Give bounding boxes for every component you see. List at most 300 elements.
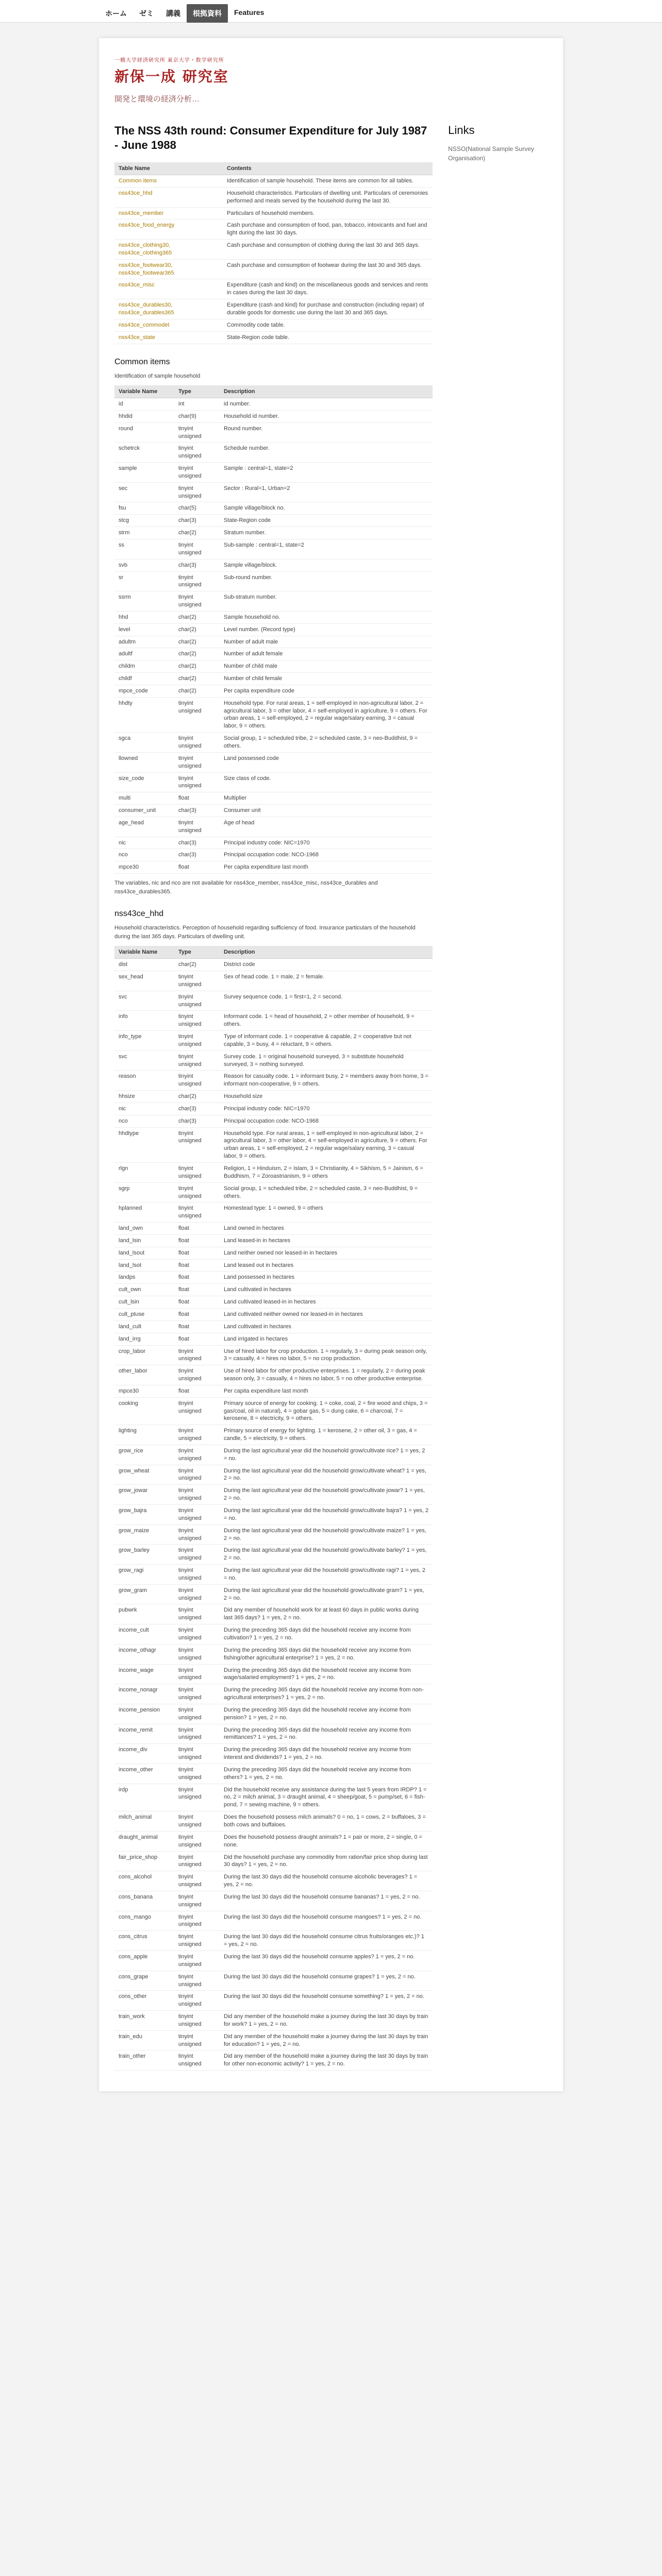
variable-type-cell: tinyint unsigned [174,463,220,483]
variable-name-cell: size_code [114,772,174,792]
variable-row [114,2050,433,2071]
variable-description-cell: Sample village/block. [220,559,433,571]
variable-row [114,1951,433,1971]
variable-description-cell: During the last 30 days did the household consume mangoes? 1 = yes, 2 = no. [220,1911,433,1931]
variable-type-cell: tinyint unsigned [174,1784,220,1811]
variable-row [114,1091,433,1103]
variable-type-cell: tinyint unsigned [174,1704,220,1724]
variable-type-cell: tinyint unsigned [174,1744,220,1764]
variable-description-cell: District code [220,959,433,971]
logo-institution: 一橋大学経済研究所 東京大学・数学研究所 [114,58,224,63]
variable-row [114,1604,433,1624]
variable-name-cell: fsu [114,502,174,515]
column-header: Description [220,946,433,959]
variable-type-cell: char(2) [174,1091,220,1103]
variable-row [114,648,433,660]
table-link[interactable]: nss43ce_state [119,334,155,341]
variable-type-cell: tinyint unsigned [174,2050,220,2071]
variable-description-cell: id number. [220,398,433,411]
nav-item[interactable]: ゼミ [139,9,154,18]
variable-description-cell: During the preceding 365 days did the household receive any income from remittances? 1 = yes, 2 = no. [220,1724,433,1744]
variable-name-cell: sex_head [114,971,174,991]
variable-name-cell: hhd [114,611,174,623]
table-contents-cell: Particulars of household members. [223,207,433,219]
variable-type-cell: tinyint unsigned [174,733,220,753]
variable-description-cell: Primary source of energy for cooking. 1 = coke, coal, 2 = fire wood and chips, 3 = gas/coal, oil in natural), 4 = gobar gas, 5 = dung cake, 6 = charcoal, 7 = kerosene, 8 = electricity, 9 = others. [220,1397,433,1425]
variable-description-cell: During the last 30 days did the household consume something? 1 = yes, 2 = no. [220,1991,433,2011]
variable-row [114,1296,433,1309]
variable-type-cell: float [174,1284,220,1296]
variable-type-cell: tinyint unsigned [174,752,220,772]
variable-type-cell: tinyint unsigned [174,697,220,732]
variable-row [114,1664,433,1684]
page-container [99,38,563,2091]
variable-row [114,697,433,732]
variable-row [114,539,433,559]
variable-description-cell: During the preceding 365 days did the household receive any income from non-agricultural enterprises? 1 = yes, 2 = no. [220,1684,433,1704]
variable-name-cell: info_type [114,1031,174,1051]
variable-name-cell: grow_rice [114,1445,174,1465]
variable-description-cell: Principal industry code: NIC=1970 [220,837,433,849]
table-link[interactable]: nss43ce_misc [119,282,155,289]
variable-description-cell: Principal industry code: NIC=1970 [220,1103,433,1115]
variable-description-cell: Number of adult male [220,636,433,648]
variable-name-cell: childf [114,673,174,685]
variable-type-cell: tinyint unsigned [174,1485,220,1505]
variable-description-cell: Schedule number. [220,443,433,463]
section-description: Household characteristics. Perception of household regarding sufficiency of food. Insurance particulars of the household during the last 365 days. Particulars of dwelling unit. [114,925,416,940]
variable-name-cell: income_wage [114,1664,174,1684]
variable-name-cell: cons_apple [114,1951,174,1971]
table-name-cell [114,219,223,240]
variable-row [114,1259,433,1272]
variable-type-cell: tinyint unsigned [174,1445,220,1465]
variable-description-cell: Household type. For rural areas, 1 = self-employed in non-agricultural labor, 2 = agricultural labor, 3 = other labor, 4 = self-employed in agriculture, 9 = others. For urban areas, 1 = self-employed, 2 = regular wage/salary earning, 3 = casual labor, 9 = others. [220,1127,433,1162]
variable-description-cell: Land cultivated leased-in in hectares [220,1296,433,1309]
variable-type-cell: char(2) [174,611,220,623]
variable-description-cell: Primary source of energy for lighting. 1 = kerosene, 2 = other oil, 3 = gas, 4 = candle, 5 = electricity, 9 = others. [220,1425,433,1445]
variable-type-cell: tinyint unsigned [174,1991,220,2011]
variable-row [114,673,433,685]
variable-type-cell: tinyint unsigned [174,443,220,463]
variable-type-cell: tinyint unsigned [174,772,220,792]
variable-type-cell: char(3) [174,837,220,849]
logo-lab-name: 新保一成 研究室 [114,68,229,85]
variable-row [114,463,433,483]
variable-description-cell: Sector : Rural=1, Urban=2 [220,482,433,502]
variable-description-cell: Size class of code. [220,772,433,792]
variable-description-cell: Did any member of the household make a journey during the last 30 days by train for work? 1 = yes, 2 = no. [220,2011,433,2031]
variable-row [114,1202,433,1223]
variable-type-cell: tinyint unsigned [174,1345,220,1365]
variable-type-cell: float [174,1320,220,1333]
variable-row [114,1971,433,1991]
variable-name-cell: cult_own [114,1284,174,1296]
variable-type-cell: tinyint unsigned [174,2011,220,2031]
table-name-cell [114,279,223,299]
variable-type-cell: char(3) [174,849,220,861]
variable-row [114,772,433,792]
variable-type-cell: tinyint unsigned [174,1851,220,1871]
variable-description-cell: Did any member of the household make a journey during the last 30 days by train for other non-economic activity? 1 = yes, 2 = no. [220,2050,433,2071]
variable-name-cell: income_div [114,1744,174,1764]
variable-name-cell: id [114,398,174,411]
variable-type-cell: tinyint unsigned [174,1724,220,1744]
variable-row [114,1050,433,1071]
nav-item[interactable]: 根拠資料 [187,4,228,23]
variable-name-cell: land_lsin [114,1234,174,1247]
column-header: Variable Name [114,385,174,398]
table-name-cell [114,240,223,260]
variable-name-cell: svb [114,559,174,571]
table-contents-cell: Expenditure (cash and kind) for purchase and construction (including repair) of durable goods for domestic use during the last 30 and 365 days. [223,299,433,319]
variable-name-cell: level [114,623,174,636]
variable-type-cell: tinyint unsigned [174,1871,220,1891]
variable-row [114,1851,433,1871]
table-name-cell [114,259,223,279]
table-link[interactable]: nss43ce_hhd [119,190,153,196]
variable-description-cell: Sample : central=1, state=2 [220,463,433,483]
variable-name-cell: reason [114,1071,174,1091]
variable-row [114,849,433,861]
variable-description-cell: Land possessed code [220,752,433,772]
top-navigation-bar [0,0,662,23]
variable-description-cell: Number of child male [220,660,433,673]
variable-row [114,1182,433,1202]
variable-type-cell: tinyint unsigned [174,482,220,502]
variable-row [114,1871,433,1891]
variable-description-cell: Principal occupation code: NCO-1968 [220,849,433,861]
variable-name-cell: land_irrg [114,1333,174,1345]
variable-description-cell: During the last agricultural year did the household grow/cultivate jowar? 1 = yes, 2 = no. [220,1485,433,1505]
variable-name-cell: info [114,1011,174,1031]
variable-type-cell: tinyint unsigned [174,591,220,612]
table-link[interactable]: nss43ce_commodet [119,321,170,328]
variable-description-cell: During the last 30 days did the household consume grapes? 1 = yes, 2 = no. [220,1971,433,1991]
variable-description-cell: During the preceding 365 days did the household receive any income from wage/salaried employment? 1 = yes, 2 = no. [220,1664,433,1684]
variable-row [114,398,433,411]
variable-description-cell: During the last agricultural year did the household grow/cultivate bajra? 1 = yes, 2 = no. [220,1505,433,1525]
variable-description-cell: Land possessed in hectares [220,1272,433,1284]
variable-row [114,1234,433,1247]
table-contents-cell: Cash purchase and consumption of clothing during the last 30 and 365 days. [223,240,433,260]
variable-row [114,482,433,502]
column-header: Contents [223,162,433,175]
variable-type-cell: tinyint unsigned [174,1911,220,1931]
table-row [114,299,433,319]
variable-description-cell: Sub-stratum number. [220,591,433,612]
variable-row [114,2030,433,2050]
variable-row [114,502,433,515]
table-contents-cell: Cash purchase and consumption of food, pan, tobacco, intoxicants and fuel and light during the last 30 days. [223,219,433,240]
variable-name-cell: income_othagr [114,1644,174,1664]
variable-type-cell: tinyint unsigned [174,1971,220,1991]
variable-name-cell: land_own [114,1223,174,1235]
variable-description-cell: During the last agricultural year did the household grow/cultivate ragi? 1 = yes, 2 = no. [220,1565,433,1585]
variable-type-cell: char(9) [174,410,220,422]
variable-type-cell: tinyint unsigned [174,1664,220,1684]
variable-type-cell: tinyint unsigned [174,1202,220,1223]
variable-name-cell: income_nonagr [114,1684,174,1704]
variable-name-cell: grow_wheat [114,1465,174,1485]
table-list [114,162,433,344]
variable-type-cell: tinyint unsigned [174,971,220,991]
variable-description-cell: Multiplier [220,792,433,805]
variable-name-cell: hplanned [114,1202,174,1223]
variable-row [114,792,433,805]
page-title: The NSS 43th round: Consumer Expenditure for July 1987 - June 1988 [114,124,427,151]
variable-name-cell: age_head [114,817,174,837]
variable-type-cell: tinyint unsigned [174,1365,220,1385]
table-link[interactable]: nss43ce_footwear30, nss43ce_footwear365 [119,262,174,276]
variable-description-cell: Reason for casualty code. 1 = informant busy, 2 = members away from home, 3 = informant non-cooperative, 9 = others. [220,1071,433,1091]
table-link[interactable]: nss43ce_durables30, nss43ce_durables365 [119,302,174,316]
variable-type-cell: char(3) [174,1103,220,1115]
variable-type-cell: tinyint unsigned [174,1163,220,1183]
variable-description-cell: Homestead type: 1 = owned, 9 = others [220,1202,433,1223]
variable-type-cell: tinyint unsigned [174,1127,220,1162]
nav-item[interactable]: ホーム [105,9,127,18]
table-name-cell [114,299,223,319]
variable-type-cell: tinyint unsigned [174,1050,220,1071]
variable-type-cell: tinyint unsigned [174,817,220,837]
variable-type-cell: char(2) [174,527,220,539]
section-heading-common: Common items [114,357,170,366]
variable-name-cell: grow_jowar [114,1485,174,1505]
variable-name-cell: mpce_code [114,685,174,697]
variable-type-cell: float [174,1247,220,1259]
variable-description-cell: During the last agricultural year did the household grow/cultivate wheat? 1 = yes, 2 = no. [220,1465,433,1485]
variable-description-cell: Survey code. 1 = original household surveyed, 3 = substitute household surveyed, 3 = nothing surveyed. [220,1050,433,1071]
variable-row [114,1308,433,1320]
variable-type-cell: char(5) [174,502,220,515]
variable-name-cell: grow_barley [114,1545,174,1565]
variable-name-cell: nic [114,837,174,849]
variable-name-cell: hhdty [114,697,174,732]
variable-description-cell: During the preceding 365 days did the household receive any income from fishing/other agricultural enterprise? 1 = yes, 2 = no. [220,1644,433,1664]
variable-type-cell: tinyint unsigned [174,1425,220,1445]
variable-row [114,611,433,623]
sidebar [448,124,548,2071]
sidebar-link-nsso[interactable]: NSSO(National Sample Survey Organisation) [448,145,534,162]
variable-name-cell: cons_alcohol [114,1871,174,1891]
variable-type-cell: tinyint unsigned [174,1545,220,1565]
variable-type-cell: float [174,1223,220,1235]
variable-type-cell: tinyint unsigned [174,1182,220,1202]
common-items-table [114,385,433,874]
variable-name-cell: crop_labor [114,1345,174,1365]
table-link[interactable]: Common items [119,178,157,184]
variable-row [114,527,433,539]
variable-type-cell: tinyint unsigned [174,571,220,591]
table-contents-cell: State-Region code table. [223,331,433,344]
section-heading-hhd: nss43ce_hhd [114,909,164,919]
variable-name-cell: other_labor [114,1365,174,1385]
variable-description-cell: State-Region code [220,515,433,527]
variable-row [114,1365,433,1385]
variable-type-cell: tinyint unsigned [174,1565,220,1585]
variable-name-cell: stcg [114,515,174,527]
variable-description-cell: Principal occupation code: NCO-1968 [220,1115,433,1127]
variable-description-cell: Does the household possess milch animals? 0 = no, 1 = cows, 2 = buffaloes, 3 = both cows and buffaloes. [220,1811,433,1832]
variable-name-cell: strm [114,527,174,539]
variable-description-cell: Land neither owned nor leased-in in hectares [220,1247,433,1259]
table-row [114,319,433,331]
main-nav [99,0,563,23]
variable-name-cell: cons_mango [114,1911,174,1931]
variable-name-cell: land_lsot [114,1259,174,1272]
variable-row [114,1223,433,1235]
column-header: Variable Name [114,946,174,959]
variable-description-cell: Household type. For rural areas, 1 = self-employed in non-agricultural labor, 2 = agricultural labor, 3 = other labor, 4 = self-employed in agriculture, 9 = others. For urban areas, 1 = self-employed, 2 = regular wage/salary earning, 3 = casual labor, 9 = others. [220,697,433,732]
variable-type-cell: tinyint unsigned [174,1604,220,1624]
variable-row [114,1485,433,1505]
variable-row [114,1911,433,1931]
variable-name-cell: hhdid [114,410,174,422]
variable-description-cell: Land owned in hectares [220,1223,433,1235]
variable-name-cell: grow_bajra [114,1505,174,1525]
variable-row [114,591,433,612]
table-row [114,331,433,344]
variable-description-cell: Round number. [220,422,433,443]
hhd-table [114,946,433,2071]
variable-row [114,733,433,753]
variable-description-cell: Land leased out in hectares [220,1259,433,1272]
variable-row [114,1071,433,1091]
variable-name-cell: fair_price_shop [114,1851,174,1871]
variable-type-cell: tinyint unsigned [174,1624,220,1645]
variable-type-cell: tinyint unsigned [174,991,220,1011]
variable-row [114,1115,433,1127]
variable-description-cell: Sub-round number. [220,571,433,591]
variable-description-cell: During the last agricultural year did the household grow/cultivate maize? 1 = yes, 2 = no. [220,1524,433,1545]
variable-row [114,1584,433,1604]
table-row [114,259,433,279]
site-logo[interactable] [99,38,563,117]
nav-item[interactable]: Features [234,8,264,16]
variable-name-cell: hhsize [114,1091,174,1103]
variable-name-cell: svc [114,991,174,1011]
variable-description-cell: Informant code. 1 = head of household, 2 = other member of household, 9 = others. [220,1011,433,1031]
variable-row [114,1684,433,1704]
variable-type-cell: float [174,1296,220,1309]
table-link[interactable]: nss43ce_clothing30, nss43ce_clothing365 [119,242,172,256]
variable-type-cell: tinyint unsigned [174,422,220,443]
variable-row [114,1127,433,1162]
variable-description-cell: Did any member of the household make a journey during the last 30 days by train for education? 1 = yes, 2 = no. [220,2030,433,2050]
variable-name-cell: adultf [114,648,174,660]
variable-description-cell: Age of head [220,817,433,837]
table-link[interactable]: nss43ce_food_energy [119,222,175,229]
variable-description-cell: Use of hired labor for other productive enterprises. 1 = regularly, 2 = during peak season only, 3 = casually, 4 = hires no labor, 5 = no other productive enterprise. [220,1365,433,1385]
variable-row [114,1397,433,1425]
variable-row [114,1891,433,1911]
variable-row [114,861,433,874]
variable-type-cell: tinyint unsigned [174,1764,220,1784]
table-name-cell [114,207,223,219]
variable-row [114,1624,433,1645]
variable-row [114,660,433,673]
variable-type-cell: char(3) [174,559,220,571]
variable-description-cell: Stratum number. [220,527,433,539]
variable-description-cell: Per capita expenditure last month [220,1385,433,1397]
variable-name-cell: landps [114,1272,174,1284]
variable-name-cell: milch_animal [114,1811,174,1832]
sidebar-heading: Links [448,124,475,137]
main-content [114,124,433,2071]
variable-description-cell: During the last agricultural year did the household grow/cultivate gram? 1 = yes, 2 = no. [220,1584,433,1604]
variable-name-cell: nco [114,1115,174,1127]
column-header: Type [174,385,220,398]
variable-description-cell: During the preceding 365 days did the household receive any income from cultivation? 1 = yes, 2 = no. [220,1624,433,1645]
variable-type-cell: tinyint unsigned [174,1584,220,1604]
variable-row [114,422,433,443]
variable-type-cell: char(2) [174,623,220,636]
nav-item[interactable]: 講義 [166,9,180,18]
table-contents-cell: Identification of sample household. These items are common for all tables. [223,175,433,188]
variable-type-cell: tinyint unsigned [174,1951,220,1971]
variable-type-cell: char(2) [174,673,220,685]
variable-row [114,1103,433,1115]
variable-row [114,685,433,697]
table-row [114,207,433,219]
variable-name-cell: cons_banana [114,1891,174,1911]
variable-description-cell: Sample household no. [220,611,433,623]
variable-name-cell: llowned [114,752,174,772]
variable-row [114,1284,433,1296]
variable-description-cell: Did any member of household work for at least 60 days in public works during last 365 days? 1 = yes, 2 = no. [220,1604,433,1624]
column-header: Table Name [114,162,223,175]
variable-type-cell: tinyint unsigned [174,1811,220,1832]
variable-row [114,559,433,571]
variable-type-cell: int [174,398,220,411]
variable-name-cell: train_work [114,2011,174,2031]
variable-type-cell: tinyint unsigned [174,1644,220,1664]
logo-tagline: 開発と環境の経済分析… [114,95,200,104]
variable-description-cell: Household id number. [220,410,433,422]
variable-type-cell: tinyint unsigned [174,1831,220,1851]
variable-description-cell: Did the household purchase any commodity from ration/fair price shop during last 30 days? 1 = yes, 2 = no. [220,1851,433,1871]
variable-name-cell: income_cult [114,1624,174,1645]
variable-description-cell: Level number. (Record type) [220,623,433,636]
variable-row [114,443,433,463]
variable-description-cell: Sub-sample : central=1, state=2 [220,539,433,559]
variable-row [114,1163,433,1183]
variable-row [114,1724,433,1744]
variable-name-cell: grow_ragi [114,1565,174,1585]
variable-name-cell: income_other [114,1764,174,1784]
variable-name-cell: sec [114,482,174,502]
variable-row [114,1545,433,1565]
table-row [114,240,433,260]
variable-type-cell: tinyint unsigned [174,1524,220,1545]
variable-row [114,1524,433,1545]
variable-row [114,623,433,636]
variable-type-cell: tinyint unsigned [174,1891,220,1911]
variable-name-cell: adultm [114,636,174,648]
table-name-cell [114,175,223,188]
variable-name-cell: income_pension [114,1704,174,1724]
variable-description-cell: Land cultivated in hectares [220,1284,433,1296]
variable-row [114,1345,433,1365]
variable-row [114,636,433,648]
variable-name-cell: train_edu [114,2030,174,2050]
variable-description-cell: During the last 30 days did the household consume citrus fruits/oranges etc.)? 1 = yes, 2 = no. [220,1931,433,1951]
table-link[interactable]: nss43ce_member [119,210,164,216]
variable-description-cell: Sample village/block no. [220,502,433,515]
variable-name-cell: consumer_unit [114,805,174,817]
variable-description-cell: Does the household possess draught animals? 1 = pair or more, 2 = single, 0 = none. [220,1831,433,1851]
